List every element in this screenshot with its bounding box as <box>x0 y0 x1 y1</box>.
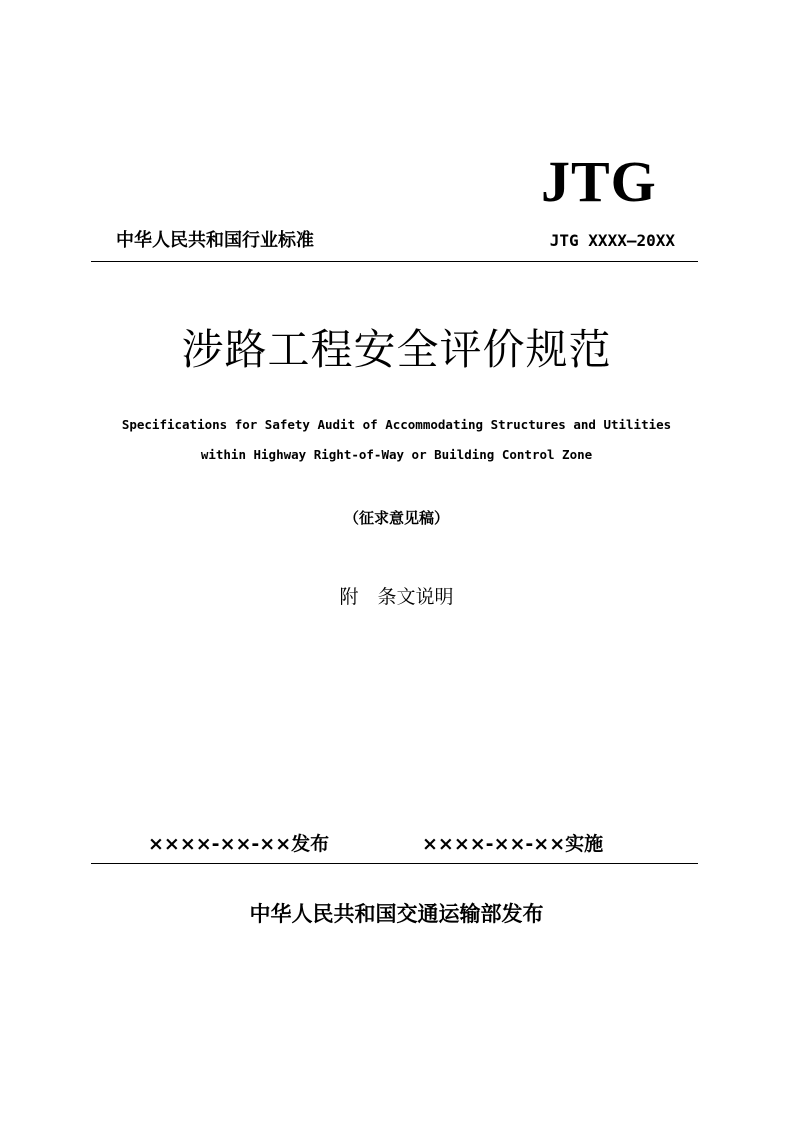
document-title-english-line-2: within Highway Right-of-Way or Building Control Zone <box>200 447 593 462</box>
jtg-logo: JTG <box>541 149 657 214</box>
appendix-label: 附 条文说明 <box>339 586 454 608</box>
document-title-english-line-1: Specifications for Safety Audit of Accommodating Structures and Utilities <box>121 417 672 432</box>
issue-date: ××××-××-××发布 <box>148 833 330 855</box>
standard-code: JTG XXXX—20XX <box>549 231 675 250</box>
industry-standard-label: 中华人民共和国行业标准 <box>116 230 314 251</box>
draft-note: （征求意见稿） <box>343 509 449 527</box>
footer-divider <box>91 863 698 864</box>
publisher: 中华人民共和国交通运输部发布 <box>249 902 544 926</box>
document-title-chinese: 涉路工程安全评价规范 <box>181 325 612 374</box>
header-divider <box>91 261 698 262</box>
implementation-date: ××××-××-××实施 <box>422 833 604 855</box>
